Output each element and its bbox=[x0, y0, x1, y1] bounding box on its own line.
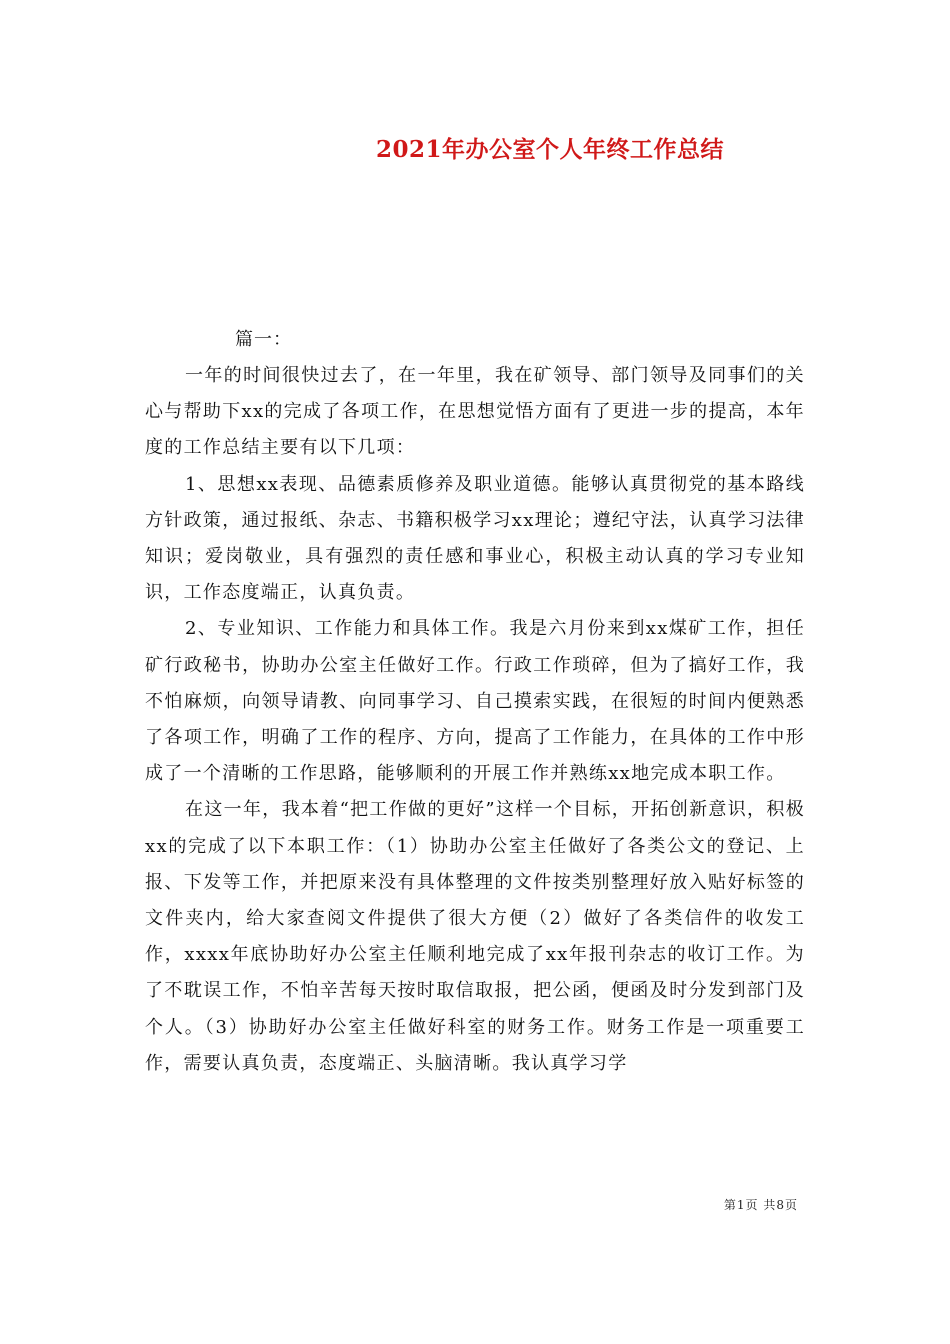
page-number: 第1页 共8页 bbox=[723, 1198, 798, 1212]
paragraph-work-ability: 2、专业知识、工作能力和具体工作。我是六月份来到xx煤矿工作，担任矿行政秘书，协助办公室主任做好工作。行政工作琐碎，但为了搞好工作，我不怕麻烦，向领导请教、向同事学习、自己摸索实践，在很短的时间内便熟悉了各项工作，明确了工作的程序、方向，提高了工作能力，在具体的工作中形成了一个清晰的工作思路，能够顺利的开展工作并熟练xx地完成本职工作。 bbox=[145, 618, 805, 785]
document-title: 2021年办公室个人年终工作总结 bbox=[375, 136, 724, 163]
section-label: 篇一： bbox=[235, 329, 292, 350]
document-body bbox=[145, 322, 805, 1082]
paragraph-duties: 在这一年，我本着“把工作做的更好”这样一个目标，开拓创新意识，积极xx的完成了以下本职工作：（1）协助办公室主任做好了各类公文的登记、上报、下发等工作，并把原来没有具体整理的文件按类别整理好放入贴好标签的文件夹内，给大家查阅文件提供了很大方便（2）做好了各类信件的收发工作，xxxx年底协助好办公室主任顺利地完成了xx年报刊杂志的收订工作。为了不耽误工作，不怕辛苦每天按时取信取报，把公函，便函及时分发到部门及个人。（3）协助好办公室主任做好科室的财务工作。财务工作是一项重要工作，需要认真负责，态度端正、头脑清晰。我认真学习学 bbox=[145, 799, 805, 1074]
paragraph-ethics: 1、思想xx表现、品德素质修养及职业道德。能够认真贯彻党的基本路线方针政策，通过报纸、杂志、书籍积极学习xx理论；遵纪守法，认真学习法律知识；爱岗敬业，具有强烈的责任感和事业心，积极主动认真的学习专业知识，工作态度端正，认真负责。 bbox=[145, 473, 805, 604]
paragraph-intro: 一年的时间很快过去了，在一年里，我在矿领导、部门领导及同事们的关心与帮助下xx的完成了各项工作，在思想觉悟方面有了更进一步的提高，本年度的工作总结主要有以下几项： bbox=[145, 365, 805, 459]
